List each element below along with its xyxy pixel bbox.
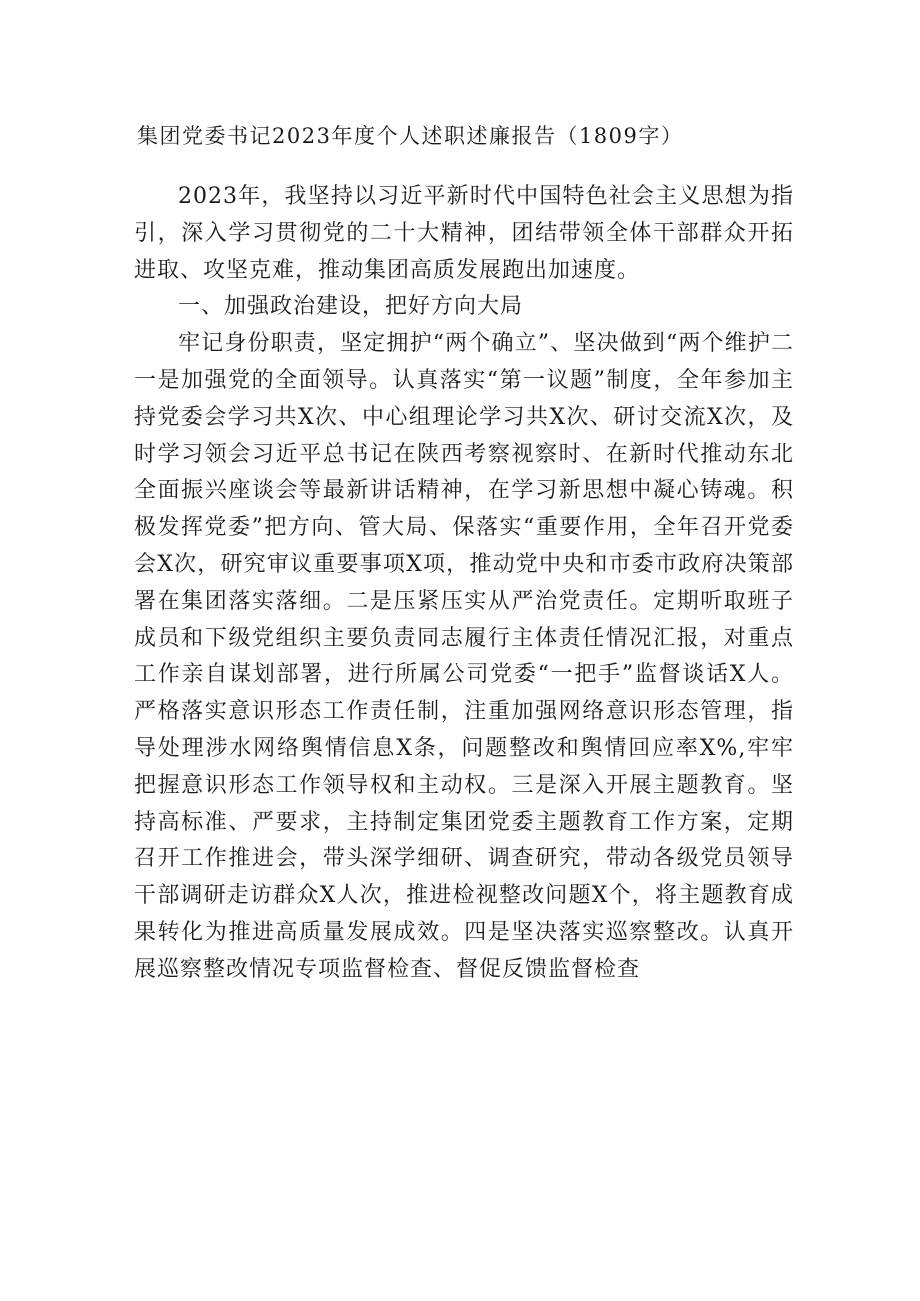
- intro-paragraph: 2023年，我坚持以习近平新时代中国特色社会主义思想为指引，深入学习贯彻党的二十大精神，团结带领全体干部群众开拓进取、攻坚克难，推动集团高质发展跑出加速度。: [134, 184, 794, 283]
- section-paragraph: 牢记身份职责，坚定拥护“两个确立”、坚决做到“两个维护二一是加强党的全面领导。认真落实“第一议题”制度，全年参加主持党委会学习共X次、中心组理论学习共X次、研讨交流X次，及时学习领会习近平总书记在陕西考察视察时、在新时代推动东北全面振兴座谈会等最新讲话精神，在学习新思想中凝心铸魂。积极发挥党委”把方向、管大局、保落实“重要作用，全年召开党委会X次，研究审议重要事项X项，推动党中央和市委市政府决策部署在集团落实落细。二是压紧压实从严治党责任。定期听取班子成员和下级党组织主要负责同志履行主体责任情况汇报，对重点工作亲自谋划部署，进行所属公司党委“一把手”监督谈话X人。严格落实意识形态工作责任制，注重加强网络意识形态管理，指导处理涉水网络舆情信息X条，问题整改和舆情回应率X%,牢牢把握意识形态工作领导权和主动权。三是深入开展主题教育。坚持高标准、严要求，主持制定集团党委主题教育工作方案，定期召开工作推进会，带头深学细研、调查研究，带动各级党员领导干部调研走访群众X人次，推进检视整改问题X个，将主题教育成果转化为推进高质量发展成效。四是坚决落实巡察整改。认真开展巡察整改情况专项监督检查、督促反馈监督检查: [134, 331, 794, 982]
- document-title: 集团党委书记2023年度个人述职述廉报告（1809字）: [137, 124, 684, 148]
- document-body: [134, 179, 794, 989]
- section-heading: 一、加强政治建设，把好方向大局: [178, 294, 524, 320]
